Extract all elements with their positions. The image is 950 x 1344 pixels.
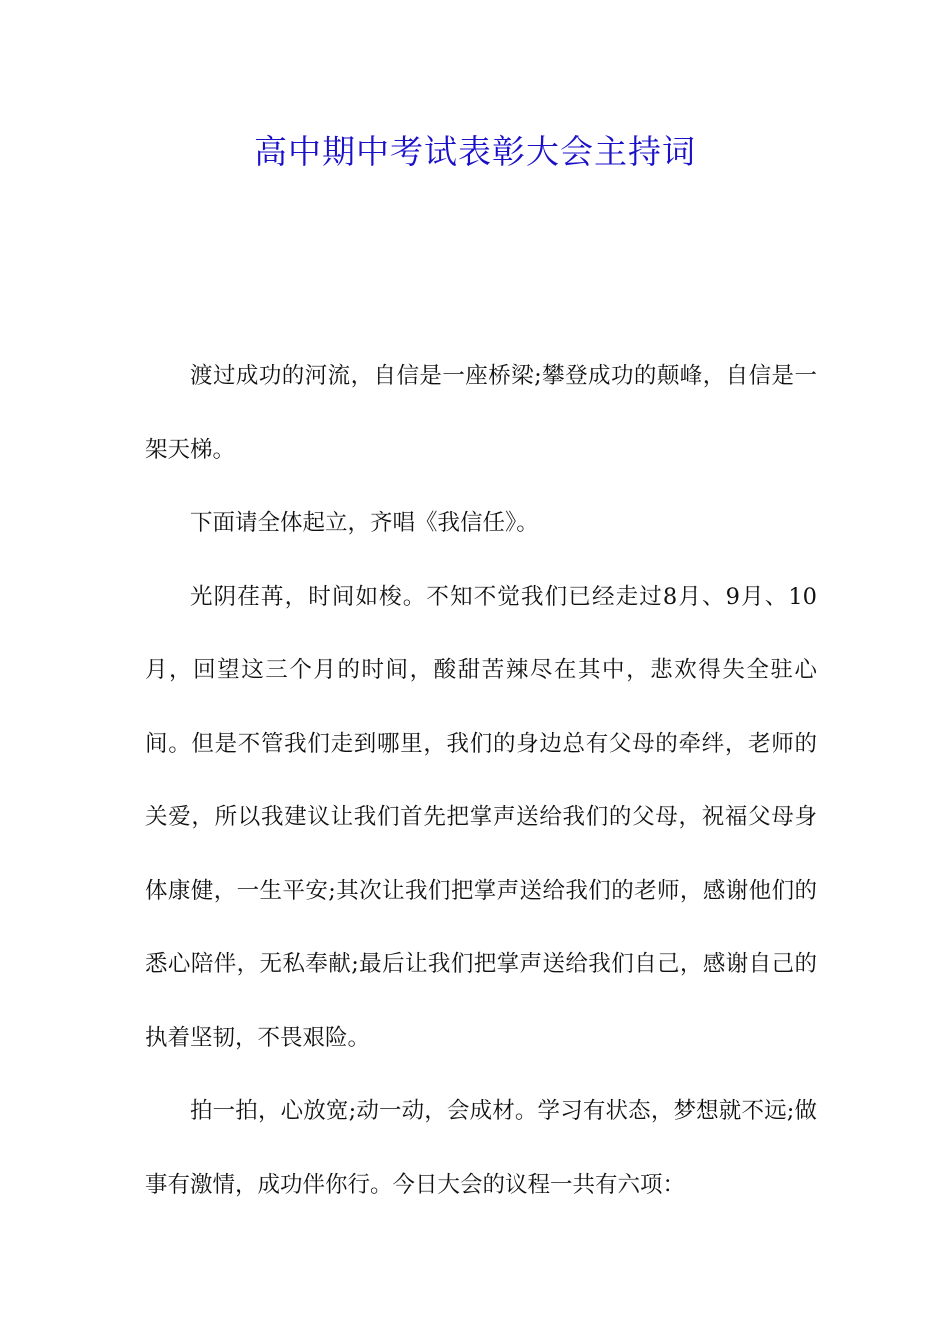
document-title: 高中期中考试表彰大会主持词 [254,132,696,171]
paragraph-2: 下面请全体起立，齐唱《我信任》。 [190,510,539,536]
document-body [145,340,817,1222]
paragraph-4: 拍一拍，心放宽;动一动，会成材。学习有状态，梦想就不远;做事有激情，成功伴你行。今日大会的议程一共有六项： [145,1098,817,1198]
paragraph-1: 渡过成功的河流，自信是一座桥梁;攀登成功的颠峰，自信是一架天梯。 [145,363,817,463]
paragraph-3: 光阴荏苒，时间如梭。不知不觉我们已经走过8月、9月、10月，回望这三个月的时间，酸甜苦辣尽在其中，悲欢得失全驻心间。但是不管我们走到哪里，我们的身边总有父母的牵绊，老师的关爱，所以我建议让我们首先把掌声送给我们的父母，祝福父母身体康健，一生平安;其次让我们把掌声送给我们的老师，感谢他们的悉心陪伴，无私奉献;最后让我们把掌声送给我们自己，感谢自己的执着坚韧，不畏艰险。 [145,583,817,1051]
